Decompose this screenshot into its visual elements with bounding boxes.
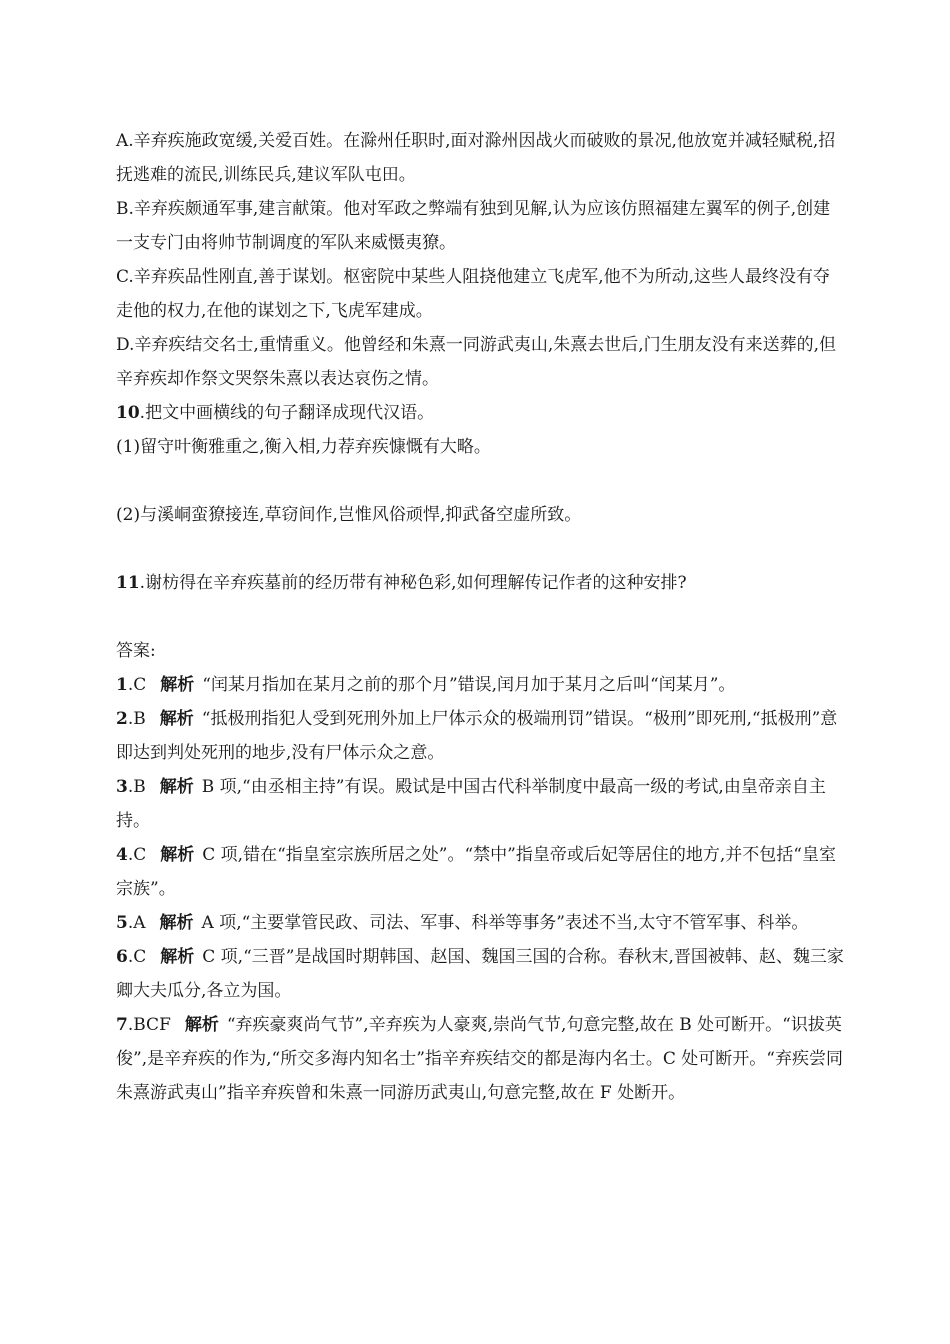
answer-item: 1.C 解析 “闰某月指加在某月之前的那个月”错误,闰月加于某月之后叫“闰某月”。 — [116, 675, 736, 695]
answer-item: 4.C 解析 C 项,错在“指皇室宗族所居之处”。“禁中”指皇帝或后妃等居住的地方,并不包括“皇室宗族”。 — [116, 845, 836, 899]
question-10 — [116, 396, 846, 430]
question-11-text: .谢枋得在辛弃疾墓前的经历带有神秘色彩,如何理解传记作者的这种安排? — [139, 573, 687, 593]
answer-space-3 — [116, 600, 846, 634]
answer-item: 5.A 解析 A 项,“主要掌管民政、司法、军事、科举等事务”表述不当,太守不管军事、科举。 — [116, 913, 809, 933]
option-a: A.辛弃疾施政宽缓,关爱百姓。在滁州任职时,面对滁州因战火而破败的景况,他放宽并减轻赋税,招抚逃难的流民,训练民兵,建议军队屯田。 — [116, 131, 836, 185]
document-page — [116, 124, 846, 1110]
answer-item: 2.B 解析 “抵极刑指犯人受到死刑外加上尸体示众的极端刑罚”错误。“极刑”即死刑,“抵极刑”意即达到判处死刑的地步,没有尸体示众之意。 — [116, 709, 838, 763]
answer-space-2 — [116, 532, 846, 566]
question-10-text: .把文中画横线的句子翻译成现代汉语。 — [139, 403, 435, 423]
question-11 — [116, 566, 846, 600]
answers-title: 答案: — [116, 641, 156, 661]
answer-space-1 — [116, 464, 846, 498]
question-11-number: 11 — [116, 573, 140, 593]
answer-item: 6.C 解析 C 项,“三晋”是战国时期韩国、赵国、魏国三国的合称。春秋末,晋国被韩、赵、魏三家卿大夫瓜分,各立为国。 — [116, 947, 844, 1001]
question-10-sentence-2: (2)与溪峒蛮獠接连,草窃间作,岂惟风俗顽悍,抑武备空虚所致。 — [116, 505, 582, 525]
question-10-sentence-1: (1)留守叶衡雅重之,衡入相,力荐弃疾慷慨有大略。 — [116, 437, 491, 457]
option-c: C.辛弃疾品性刚直,善于谋划。枢密院中某些人阻挠他建立飞虎军,他不为所动,这些人最终没有夺走他的权力,在他的谋划之下,飞虎军建成。 — [116, 267, 831, 321]
answer-item: 7.BCF 解析 “弃疾豪爽尚气节”,辛弃疾为人豪爽,崇尚气节,句意完整,故在 B 处可断开。“识拔英俊”,是辛弃疾的作为,“所交多海内知名士”指辛弃疾结交的都是海内名士。C 处可断开。“弃疾尝同朱熹游武夷山”指辛弃疾曾和朱熹一同游历武夷山,句意完整,故在 F 处断开。 — [116, 1015, 843, 1103]
answer-item: 3.B 解析 B 项,“由丞相主持”有误。殿试是中国古代科举制度中最高一级的考试,由皇帝亲自主持。 — [116, 777, 826, 831]
option-d: D.辛弃疾结交名士,重情重义。他曾经和朱熹一同游武夷山,朱熹去世后,门生朋友没有来送葬的,但辛弃疾却作祭文哭祭朱熹以表达哀伤之情。 — [116, 335, 837, 389]
option-b: B.辛弃疾颇通军事,建言献策。他对军政之弊端有独到见解,认为应该仿照福建左翼军的例子,创建一支专门由将帅节制调度的军队来威慑夷獠。 — [116, 199, 831, 253]
question-10-number: 10 — [116, 403, 140, 423]
